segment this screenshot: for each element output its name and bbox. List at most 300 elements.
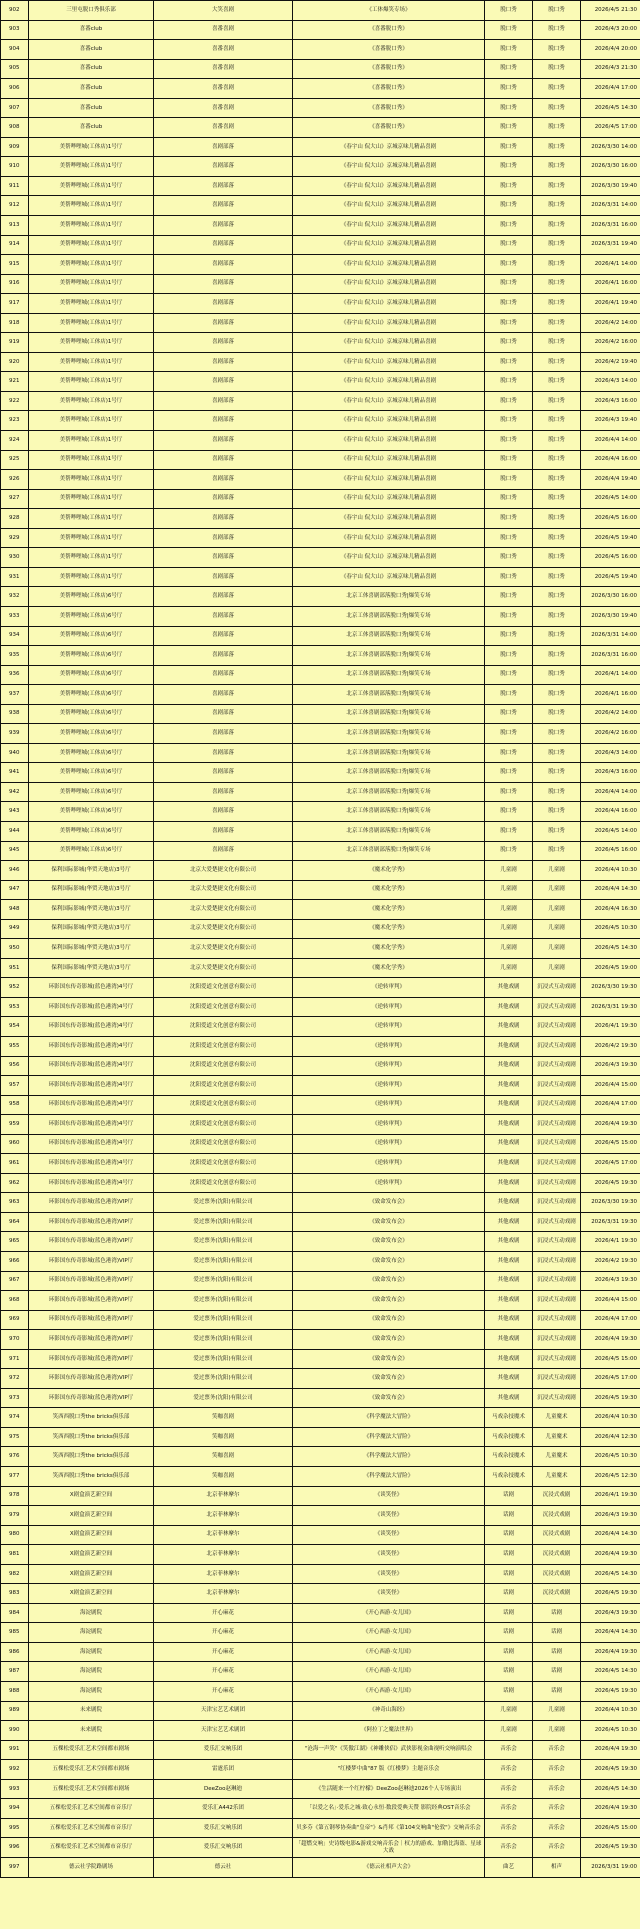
category-cell: 脱口秀 [485, 743, 533, 763]
datetime-cell: 2026/4/5 19:40 [581, 567, 640, 587]
organizer-cell: 爱过票务(沈阳)有限公司 [154, 1330, 293, 1350]
category-cell: 脱口秀 [485, 137, 533, 157]
organizer-cell: 开心麻花 [154, 1662, 293, 1682]
row-number: 937 [1, 685, 29, 705]
table-row [1, 1408, 640, 1428]
datetime-cell: 2026/4/5 19:30 [581, 1173, 640, 1193]
category-cell: 脱口秀 [485, 470, 533, 490]
table-row [1, 450, 640, 470]
organizer-cell: 北京菲林摩尔 [154, 1545, 293, 1565]
venue-cell: 美帮哔哩城(工体店)6号厅 [29, 743, 154, 763]
venue-cell: 美帮哔哩城(工体店)6号厅 [29, 646, 154, 666]
table-row [1, 59, 640, 79]
organizer-cell: 喜番喜剧 [154, 79, 293, 99]
subcategory-cell: 音乐会 [533, 1818, 581, 1838]
subcategory-cell: 沉浸式互动戏剧 [533, 1369, 581, 1389]
organizer-cell: 喜剧部落 [154, 157, 293, 177]
category-cell: 儿童剧 [485, 1701, 533, 1721]
category-cell: 其他戏剧 [485, 1115, 533, 1135]
organizer-cell: 沈阳爱道文化创意有限公司 [154, 1017, 293, 1037]
organizer-cell: 爱过票务(沈阳)有限公司 [154, 1388, 293, 1408]
datetime-cell: 2026/4/4 19:30 [581, 1545, 640, 1565]
organizer-cell: 喜剧部落 [154, 489, 293, 509]
table-row [1, 548, 640, 568]
venue-cell: 喜番club [29, 59, 154, 79]
table-row [1, 79, 640, 99]
category-cell: 脱口秀 [485, 176, 533, 196]
organizer-cell: 爱过票务(沈阳)有限公司 [154, 1271, 293, 1291]
datetime-cell: 2026/4/4 19:30 [581, 1799, 640, 1819]
venue-cell: 环影国东传奇影城(蓝色港湾)VIP厅 [29, 1369, 154, 1389]
datetime-cell: 2026/4/5 16:00 [581, 548, 640, 568]
table-row [1, 431, 640, 451]
category-cell: 脱口秀 [485, 118, 533, 138]
row-number: 979 [1, 1506, 29, 1526]
table-row [1, 411, 640, 431]
show-title-cell: 《神奇山海经》 [293, 1701, 485, 1721]
row-number: 976 [1, 1447, 29, 1467]
show-title-cell: 《春宇山 侃大山》京城京味儿精品喜剧 [293, 157, 485, 177]
datetime-cell: 2026/4/4 12:30 [581, 1427, 640, 1447]
category-cell: 话剧 [485, 1662, 533, 1682]
table-row [1, 997, 640, 1017]
row-number: 933 [1, 606, 29, 626]
organizer-cell: 雷霆乐团 [154, 1760, 293, 1780]
table-row [1, 489, 640, 509]
table-row [1, 118, 640, 138]
row-number: 930 [1, 548, 29, 568]
category-cell: 话剧 [485, 1642, 533, 1662]
datetime-cell: 2026/4/4 19:30 [581, 1642, 640, 1662]
subcategory-cell: 音乐会 [533, 1760, 581, 1780]
table-row [1, 1173, 640, 1193]
show-title-cell: 北京工体喜剧部落脱口秀|爆笑专场 [293, 743, 485, 763]
venue-cell: 环影国东传奇影城(蓝色港湾)4号厅 [29, 997, 154, 1017]
venue-cell: 美帮哔哩城(工体店)1号厅 [29, 255, 154, 275]
organizer-cell: 沈阳爱道文化创意有限公司 [154, 1076, 293, 1096]
datetime-cell: 2026/4/3 21:30 [581, 59, 640, 79]
datetime-cell: 2026/4/5 19:30 [581, 1682, 640, 1702]
datetime-cell: 2026/4/5 10:30 [581, 919, 640, 939]
table-row [1, 1310, 640, 1330]
organizer-cell: 沈阳爱道文化创意有限公司 [154, 1134, 293, 1154]
datetime-cell: 2026/3/30 19:40 [581, 606, 640, 626]
venue-cell: 环影国东传奇影城(蓝色港湾)4号厅 [29, 1134, 154, 1154]
subcategory-cell: 话剧 [533, 1642, 581, 1662]
subcategory-cell: 脱口秀 [533, 352, 581, 372]
organizer-cell: 喜番喜剧 [154, 40, 293, 60]
show-title-cell: 《致命发布会》 [293, 1271, 485, 1291]
datetime-cell: 2026/4/4 19:30 [581, 1330, 640, 1350]
venue-cell: 五棵松爱乐汇艺术空间都市剧场 [29, 1779, 154, 1799]
subcategory-cell: 音乐会 [533, 1838, 581, 1858]
table-row [1, 216, 640, 236]
table-row [1, 1349, 640, 1369]
show-title-cell: 北京工体喜剧部落脱口秀|爆笑专场 [293, 802, 485, 822]
subcategory-cell: 脱口秀 [533, 567, 581, 587]
show-title-cell: 北京工体喜剧部落脱口秀|爆笑专场 [293, 763, 485, 783]
venue-cell: 环影国东传奇影城(蓝色港湾)4号厅 [29, 1173, 154, 1193]
datetime-cell: 2026/4/5 19:30 [581, 1584, 640, 1604]
table-row [1, 861, 640, 881]
organizer-cell: 喜剧部落 [154, 137, 293, 157]
table-row [1, 1232, 640, 1252]
row-number: 945 [1, 841, 29, 861]
category-cell: 脱口秀 [485, 391, 533, 411]
show-title-cell: "红楼梦中曲"87 版《红楼梦》主题音乐会 [293, 1760, 485, 1780]
subcategory-cell: 沉浸式戏剧 [533, 1545, 581, 1565]
show-title-cell: 《春宇山 侃大山》京城京味儿精品喜剧 [293, 235, 485, 255]
venue-cell: 环影国东传奇影城(蓝色港湾)4号厅 [29, 1076, 154, 1096]
organizer-cell: 喜剧部落 [154, 528, 293, 548]
row-number: 921 [1, 372, 29, 392]
venue-cell: 环影国东传奇影城(蓝色港湾)VIP厅 [29, 1232, 154, 1252]
row-number: 909 [1, 137, 29, 157]
subcategory-cell: 脱口秀 [533, 255, 581, 275]
organizer-cell: 喜剧部落 [154, 313, 293, 333]
organizer-cell: 喜剧部落 [154, 294, 293, 314]
table-row [1, 470, 640, 490]
row-number: 940 [1, 743, 29, 763]
show-title-cell: 《春宇山 侃大山》京城京味儿精品喜剧 [293, 509, 485, 529]
organizer-cell: 喜剧部落 [154, 216, 293, 236]
datetime-cell: 2026/4/5 14:30 [581, 939, 640, 959]
subcategory-cell: 儿童剧 [533, 1701, 581, 1721]
table-row [1, 157, 640, 177]
show-title-cell: 北京工体喜剧部落脱口秀|爆笑专场 [293, 665, 485, 685]
venue-cell: 美帮哔哩城(工体店)1号厅 [29, 196, 154, 216]
category-cell: 其他戏剧 [485, 1369, 533, 1389]
table-row [1, 724, 640, 744]
venue-cell: 环影国东传奇影城(蓝色港湾)4号厅 [29, 978, 154, 998]
subcategory-cell: 脱口秀 [533, 313, 581, 333]
subcategory-cell: 脱口秀 [533, 118, 581, 138]
row-number: 927 [1, 489, 29, 509]
row-number: 975 [1, 1427, 29, 1447]
row-number: 914 [1, 235, 29, 255]
subcategory-cell: 沉浸式互动戏剧 [533, 1173, 581, 1193]
table-row [1, 646, 640, 666]
table-row [1, 1154, 640, 1174]
table-row [1, 782, 640, 802]
organizer-cell: 喜剧部落 [154, 763, 293, 783]
show-title-cell: 《致命发布会》 [293, 1193, 485, 1213]
datetime-cell: 2026/4/3 20:00 [581, 20, 640, 40]
table-row [1, 821, 640, 841]
category-cell: 其他戏剧 [485, 1271, 533, 1291]
show-title-cell: 北京工体喜剧部落脱口秀|爆笑专场 [293, 821, 485, 841]
show-title-cell: 《春宇山 侃大山》京城京味儿精品喜剧 [293, 176, 485, 196]
category-cell: 脱口秀 [485, 313, 533, 333]
row-number: 926 [1, 470, 29, 490]
show-title-cell: 《逆转审判》 [293, 1134, 485, 1154]
table-row [1, 1721, 640, 1741]
venue-cell: X剧盒演艺新空间 [29, 1564, 154, 1584]
subcategory-cell: 脱口秀 [533, 40, 581, 60]
show-title-cell: 《喜番脱口秀》 [293, 59, 485, 79]
datetime-cell: 2026/4/5 14:00 [581, 821, 640, 841]
organizer-cell: 笑咖喜剧 [154, 1427, 293, 1447]
subcategory-cell: 脱口秀 [533, 59, 581, 79]
row-number: 916 [1, 274, 29, 294]
subcategory-cell: 脱口秀 [533, 841, 581, 861]
row-number: 904 [1, 40, 29, 60]
row-number: 944 [1, 821, 29, 841]
show-title-cell: 《春宇山 侃大山》京城京味儿精品喜剧 [293, 411, 485, 431]
show-title-cell: 《谈笑怪》 [293, 1564, 485, 1584]
organizer-cell: 沈阳爱道文化创意有限公司 [154, 978, 293, 998]
show-title-cell: 《春宇山 侃大山》京城京味儿精品喜剧 [293, 489, 485, 509]
venue-cell: 美帮哔哩城(工体店)6号厅 [29, 685, 154, 705]
row-number: 978 [1, 1486, 29, 1506]
subcategory-cell: 儿童魔术 [533, 1467, 581, 1487]
venue-cell: 美帮哔哩城(工体店)1号厅 [29, 137, 154, 157]
datetime-cell: 2026/4/4 20:00 [581, 40, 640, 60]
table-row [1, 1838, 640, 1858]
category-cell: 脱口秀 [485, 528, 533, 548]
category-cell: 脱口秀 [485, 665, 533, 685]
show-title-cell: 《春宇山 侃大山》京城京味儿精品喜剧 [293, 528, 485, 548]
row-number: 997 [1, 1857, 29, 1877]
table-row [1, 528, 640, 548]
organizer-cell: 喜剧部落 [154, 255, 293, 275]
row-number: 986 [1, 1642, 29, 1662]
row-number: 971 [1, 1349, 29, 1369]
datetime-cell: 2026/3/31 19:30 [581, 1212, 640, 1232]
category-cell: 音乐会 [485, 1818, 533, 1838]
datetime-cell: 2026/3/31 19:30 [581, 997, 640, 1017]
show-title-cell: 《开心西游·女儿国》 [293, 1662, 485, 1682]
show-title-cell: 《致命发布会》 [293, 1232, 485, 1252]
row-number: 988 [1, 1682, 29, 1702]
datetime-cell: 2026/4/3 19:30 [581, 1056, 640, 1076]
show-title-cell: 《科学魔法大冒险》 [293, 1427, 485, 1447]
table-row [1, 567, 640, 587]
table-row [1, 1779, 640, 1799]
subcategory-cell: 脱口秀 [533, 294, 581, 314]
subcategory-cell: 音乐会 [533, 1799, 581, 1819]
venue-cell: 未来剧院 [29, 1721, 154, 1741]
organizer-cell: 喜剧部落 [154, 704, 293, 724]
organizer-cell: 喜剧部落 [154, 372, 293, 392]
venue-cell: 喜番club [29, 40, 154, 60]
show-title-cell: 《春宇山 侃大山》京城京味儿精品喜剧 [293, 470, 485, 490]
organizer-cell: 喜剧部落 [154, 802, 293, 822]
subcategory-cell: 沉浸式戏剧 [533, 1564, 581, 1584]
row-number: 973 [1, 1388, 29, 1408]
venue-cell: 环影国东传奇影城(蓝色港湾)4号厅 [29, 1095, 154, 1115]
venue-cell: 美帮哔哩城(工体店)1号厅 [29, 157, 154, 177]
organizer-cell: 喜剧部落 [154, 333, 293, 353]
datetime-cell: 2026/4/1 19:30 [581, 1232, 640, 1252]
category-cell: 其他戏剧 [485, 978, 533, 998]
show-title-cell: 《致命发布会》 [293, 1310, 485, 1330]
organizer-cell: 喜剧部落 [154, 743, 293, 763]
table-row [1, 587, 640, 607]
table-row [1, 685, 640, 705]
datetime-cell: 2026/4/5 10:30 [581, 1447, 640, 1467]
datetime-cell: 2026/4/4 17:00 [581, 1095, 640, 1115]
datetime-cell: 2026/4/4 10:30 [581, 1408, 640, 1428]
subcategory-cell: 沉浸式互动戏剧 [533, 978, 581, 998]
venue-cell: 海淀剧院 [29, 1623, 154, 1643]
datetime-cell: 2026/4/4 14:00 [581, 431, 640, 451]
row-number: 923 [1, 411, 29, 431]
row-number: 970 [1, 1330, 29, 1350]
show-title-cell: 《春宇山 侃大山》京城京味儿精品喜剧 [293, 274, 485, 294]
category-cell: 话剧 [485, 1682, 533, 1702]
row-number: 908 [1, 118, 29, 138]
show-title-cell: 《春宇山 侃大山》京城京味儿精品喜剧 [293, 567, 485, 587]
category-cell: 儿童剧 [485, 958, 533, 978]
table-row [1, 1388, 640, 1408]
organizer-cell: 喜番喜剧 [154, 20, 293, 40]
organizer-cell: 喜番喜剧 [154, 98, 293, 118]
datetime-cell: 2026/4/3 19:30 [581, 1271, 640, 1291]
subcategory-cell: 沉浸式互动戏剧 [533, 1056, 581, 1076]
show-title-cell: 北京工体喜剧部落脱口秀|爆笑专场 [293, 704, 485, 724]
venue-cell: X剧盒演艺新空间 [29, 1525, 154, 1545]
category-cell: 脱口秀 [485, 372, 533, 392]
table-row [1, 20, 640, 40]
subcategory-cell: 沉浸式互动戏剧 [533, 1212, 581, 1232]
venue-cell: 保利国际影城(华贸天地店)3号厅 [29, 939, 154, 959]
organizer-cell: 开心麻花 [154, 1642, 293, 1662]
subcategory-cell: 脱口秀 [533, 20, 581, 40]
row-number: 954 [1, 1017, 29, 1037]
subcategory-cell: 脱口秀 [533, 1, 581, 21]
organizer-cell: 爱过票务(沈阳)有限公司 [154, 1212, 293, 1232]
category-cell: 脱口秀 [485, 98, 533, 118]
show-title-cell: "沧海一声笑"《笑傲江湖》《神雕侠侣》武侠影视金曲视听交响演唱会 [293, 1740, 485, 1760]
venue-cell: 美帮哔哩城(工体店)1号厅 [29, 176, 154, 196]
show-title-cell: 《魔术化学秀》 [293, 919, 485, 939]
row-number: 990 [1, 1721, 29, 1741]
category-cell: 其他戏剧 [485, 1310, 533, 1330]
category-cell: 脱口秀 [485, 333, 533, 353]
subcategory-cell: 话剧 [533, 1623, 581, 1643]
datetime-cell: 2026/4/4 19:30 [581, 1740, 640, 1760]
organizer-cell: 笑咖喜剧 [154, 1447, 293, 1467]
table-row [1, 1369, 640, 1389]
datetime-cell: 2026/4/4 16:30 [581, 900, 640, 920]
datetime-cell: 2026/3/31 14:00 [581, 196, 640, 216]
venue-cell: 五棵松爱乐汇艺术空间都市音乐厅 [29, 1818, 154, 1838]
datetime-cell: 2026/4/4 19:30 [581, 1115, 640, 1135]
organizer-cell: 天津宝艺艺术剧团 [154, 1701, 293, 1721]
subcategory-cell: 脱口秀 [533, 704, 581, 724]
table-row [1, 274, 640, 294]
venue-cell: 环影国东传奇影城(蓝色港湾)VIP厅 [29, 1388, 154, 1408]
show-title-cell: 北京工体喜剧部落脱口秀|爆笑专场 [293, 841, 485, 861]
show-title-cell: 《逆转审判》 [293, 1056, 485, 1076]
category-cell: 脱口秀 [485, 196, 533, 216]
datetime-cell: 2026/4/4 17:00 [581, 1310, 640, 1330]
venue-cell: 环影国东传奇影城(蓝色港湾)VIP厅 [29, 1349, 154, 1369]
datetime-cell: 2026/4/3 19:40 [581, 411, 640, 431]
row-number: 935 [1, 646, 29, 666]
category-cell: 脱口秀 [485, 548, 533, 568]
category-cell: 马戏杂技魔术 [485, 1467, 533, 1487]
row-number: 977 [1, 1467, 29, 1487]
datetime-cell: 2026/4/4 14:30 [581, 1623, 640, 1643]
subcategory-cell: 脱口秀 [533, 724, 581, 744]
category-cell: 脱口秀 [485, 216, 533, 236]
subcategory-cell: 脱口秀 [533, 411, 581, 431]
datetime-cell: 2026/4/3 14:00 [581, 743, 640, 763]
row-number: 951 [1, 958, 29, 978]
datetime-cell: 2026/4/3 16:00 [581, 391, 640, 411]
category-cell: 脱口秀 [485, 626, 533, 646]
category-cell: 脱口秀 [485, 489, 533, 509]
row-number: 949 [1, 919, 29, 939]
organizer-cell: 喜剧部落 [154, 411, 293, 431]
venue-cell: 环影国东传奇影城(蓝色港湾)VIP厅 [29, 1212, 154, 1232]
organizer-cell: 喜剧部落 [154, 821, 293, 841]
category-cell: 话剧 [485, 1525, 533, 1545]
row-number: 984 [1, 1603, 29, 1623]
subcategory-cell: 音乐会 [533, 1779, 581, 1799]
subcategory-cell: 沉浸式互动戏剧 [533, 1115, 581, 1135]
datetime-cell: 2026/4/5 21:30 [581, 1, 640, 21]
show-title-cell: 《喜番脱口秀》 [293, 79, 485, 99]
table-row [1, 919, 640, 939]
table-row [1, 509, 640, 529]
subcategory-cell: 沉浸式互动戏剧 [533, 1271, 581, 1291]
row-number: 906 [1, 79, 29, 99]
show-title-cell: 《谈笑怪》 [293, 1584, 485, 1604]
category-cell: 其他戏剧 [485, 1232, 533, 1252]
category-cell: 脱口秀 [485, 782, 533, 802]
table-row [1, 900, 640, 920]
show-title-cell: 《魔术化学秀》 [293, 939, 485, 959]
category-cell: 其他戏剧 [485, 1173, 533, 1193]
show-title-cell: 《春宇山 侃大山》京城京味儿精品喜剧 [293, 216, 485, 236]
row-number: 928 [1, 509, 29, 529]
datetime-cell: 2026/4/5 14:30 [581, 98, 640, 118]
venue-cell: 三里屯脱口秀俱乐部 [29, 1, 154, 21]
category-cell: 其他戏剧 [485, 1076, 533, 1096]
subcategory-cell: 脱口秀 [533, 743, 581, 763]
category-cell: 其他戏剧 [485, 997, 533, 1017]
table-row [1, 1701, 640, 1721]
row-number: 981 [1, 1545, 29, 1565]
organizer-cell: 笑咖喜剧 [154, 1467, 293, 1487]
subcategory-cell: 脱口秀 [533, 665, 581, 685]
table-row [1, 1330, 640, 1350]
subcategory-cell: 脱口秀 [533, 137, 581, 157]
datetime-cell: 2026/4/5 16:00 [581, 841, 640, 861]
row-number: 913 [1, 216, 29, 236]
subcategory-cell: 沉浸式互动戏剧 [533, 1232, 581, 1252]
category-cell: 儿童剧 [485, 880, 533, 900]
table-row [1, 333, 640, 353]
venue-cell: 笑西西脱口秀the bricks俱乐部 [29, 1447, 154, 1467]
category-cell: 音乐会 [485, 1799, 533, 1819]
organizer-cell: 沈阳爱道文化创意有限公司 [154, 1173, 293, 1193]
organizer-cell: 北京大爱楚捷文化有限公司 [154, 861, 293, 881]
subcategory-cell: 儿童魔术 [533, 1447, 581, 1467]
show-title-cell: 《致命发布会》 [293, 1330, 485, 1350]
category-cell: 脱口秀 [485, 509, 533, 529]
organizer-cell: 喜番喜剧 [154, 118, 293, 138]
show-title-cell: 《春宇山 侃大山》京城京味儿精品喜剧 [293, 294, 485, 314]
table-row [1, 1506, 640, 1526]
row-number: 915 [1, 255, 29, 275]
category-cell: 儿童剧 [485, 939, 533, 959]
datetime-cell: 2026/4/5 14:30 [581, 1564, 640, 1584]
subcategory-cell: 沉浸式戏剧 [533, 1525, 581, 1545]
